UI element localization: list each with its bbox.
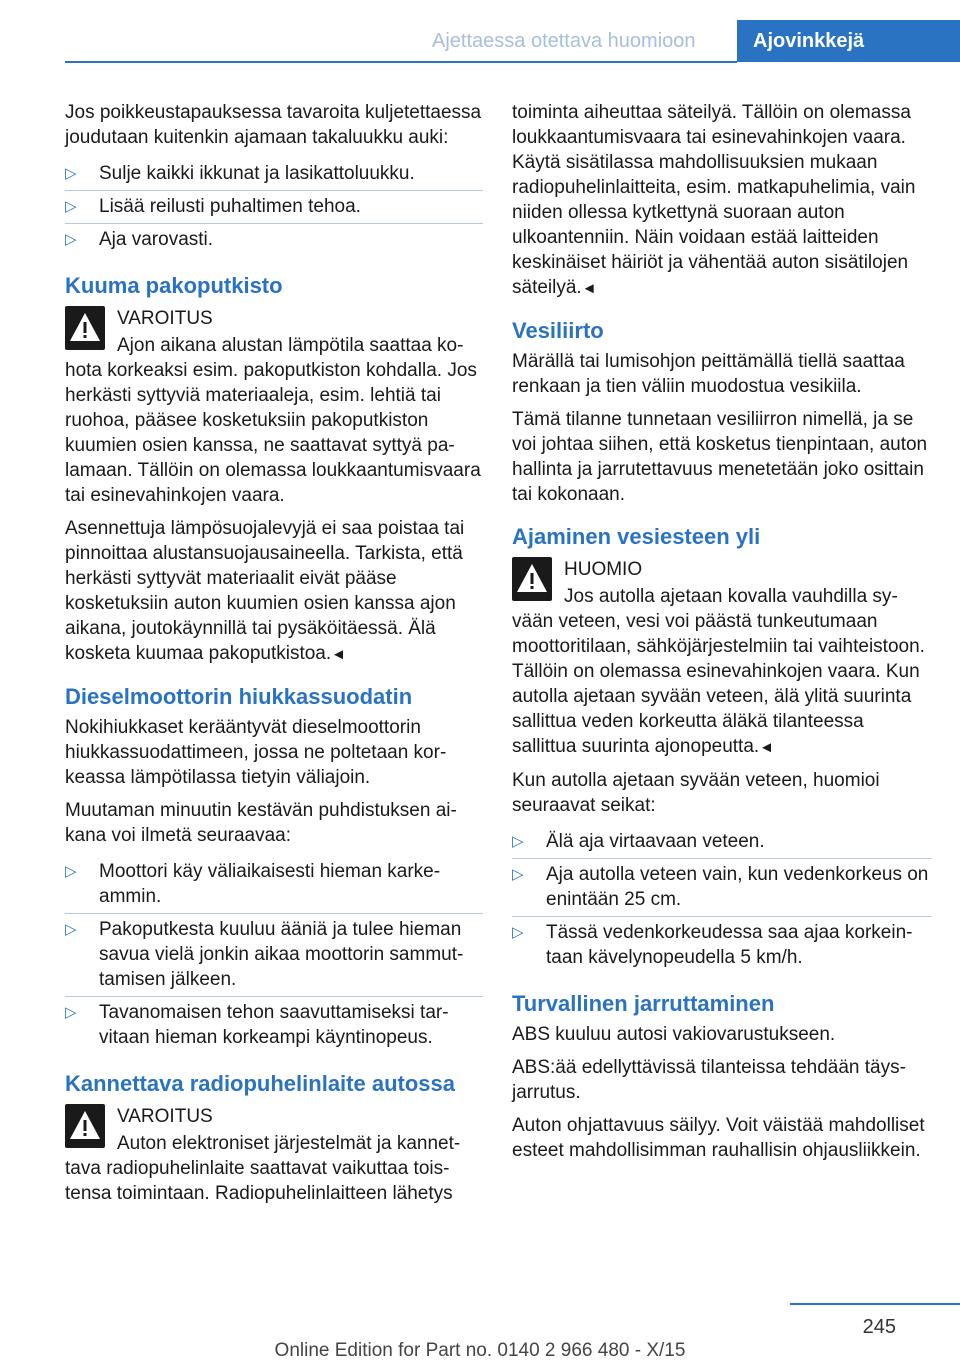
aqua-paragraph-2: Tämä tilanne tunnetaan vesiliirron nimellä, ja se voi johtaa siihen, että kosketus tienpintaan, auton hallinta ja jarrutettavuus menetetään joko osittain tai kokonaan. — [512, 409, 928, 505]
brake-paragraph-1: ABS kuuluu autosi vakiovarustukseen. — [512, 1024, 836, 1045]
bullet-arrow-icon: ▷ — [512, 866, 524, 883]
caution-box — [512, 557, 932, 760]
edition-footer: Online Edition for Part no. 0140 2 966 480 - X/15 — [274, 1340, 686, 1361]
brake-paragraph-3: Auton ohjattavuus säilyy. Voit väistää mahdolliset esteet mahdollisimman rauhallisin ohjausliikkein. — [512, 1115, 925, 1161]
water-paragraph: Kun autolla ajetaan syvään veteen, huomioi seuraavat seikat: — [512, 770, 880, 816]
page-number: 245 — [862, 1316, 896, 1338]
heading-radio-device: Kannettava radiopuhelinlaite autossa — [65, 1071, 455, 1096]
heading-hot-exhaust: Kuuma pakoputkisto — [65, 273, 283, 298]
caution-text: Jos autolla ajetaan kovalla vauhdilla syvään veteen, vesi voi päästä tunkeutumaan moottoritilaan, sähköjärjestelmiin tai vaihteistoon. Tällöin on olemassa esinevahinkojen vaara. Kun autolla ajetaan syvään veteen, älä ylitä suurinta sallittua veden korkeutta äläkä tilanteessa sallittua suurinta ajonopeutta.◄ — [512, 586, 925, 757]
exhaust-paragraph: Asennettuja lämpösuojalevyjä ei saa poistaa tai pinnoittaa alustansuojausaineella. Tarkista, että herkästi syttyvät materiaalit eivät pääse kosketuksiin auton kuumien osien kanssa ajon aikana, joutokäynnillä tai pysäköitäessä. Älä kosketa kuumaa pakoputkistoa.◄ — [65, 518, 465, 664]
header-rule — [65, 61, 737, 63]
list-item: ▷ Lisää reilusti puhaltimen tehoa. — [65, 191, 483, 224]
list-item: ▷ Älä aja virtaavaan veteen. — [512, 826, 932, 859]
aqua-paragraph-1: Märällä tai lumisohjon peittämällä tiellä saattaa renkaan ja tien väliin muodostua vesikiila. — [512, 351, 905, 397]
warning-box — [65, 306, 483, 508]
heading-diesel-filter: Dieselmoottorin hiukkassuodatin — [65, 684, 413, 709]
diesel-paragraph-1: Nokihiukkaset kerääntyvät dieselmoottorin hiukkassuodattimeen, jossa ne poltetaan korkeassa lämpötilassa tietyin väliajoin. — [65, 717, 447, 788]
list-item: ▷ Sulje kaikki ikkunat ja lasikattoluukku. — [65, 158, 483, 191]
bullet-arrow-icon: ▷ — [65, 921, 77, 938]
left-column — [65, 100, 483, 1214]
warning-title: VAROITUS — [117, 1106, 213, 1127]
heading-water-crossing: Ajaminen vesiesteen yli — [512, 524, 761, 549]
list-item: ▷ Aja varovasti. — [65, 229, 214, 250]
diesel-bullet-list — [65, 856, 483, 1054]
header-chapter-tab: Ajovinkkejä — [737, 20, 960, 62]
bullet-arrow-icon: ▷ — [65, 1004, 77, 1021]
heading-aquaplaning: Vesiliirto — [512, 318, 604, 343]
footer-rule — [790, 1303, 960, 1305]
warning-triangle-icon — [512, 557, 552, 601]
intro-bullet-list — [65, 158, 483, 256]
bullet-arrow-icon: ▷ — [65, 198, 77, 215]
warning-triangle-icon — [65, 306, 105, 350]
brake-paragraph-2: ABS:ää edellyttävissä tilanteissa tehdään täysjarrutus. — [512, 1057, 906, 1103]
radio-warning-continued: toiminta aiheuttaa säteilyä. Tällöin on olemassa loukkaantumisvaara tai esinevahinkojen vaara. Käytä sisätilassa mahdollisuuksien mukaan radiopuhelinlaitteita, esim. matkapuhelimia, vain niiden ollessa kytkettynä suoraan auton ulkoantenniin. Näin voidaan estää laitteiden keskinäiset häiriöt ja vähentää auton sisätilojen säteilyä.◄ — [512, 102, 916, 298]
warning-title: VAROITUS — [117, 308, 213, 329]
end-mark: ◄ — [759, 739, 775, 756]
warning-box — [65, 1104, 483, 1206]
warning-triangle-icon — [65, 1104, 105, 1148]
list-item: ▷ Tavanomaisen tehon saavuttamiseksi tarvitaan hieman korkeampi käyntinopeus. — [65, 1002, 449, 1048]
list-item: ▷ Moottori käy väliaikaisesti hieman karkeammin. — [65, 856, 483, 914]
list-item: ▷ Aja autolla veteen vain, kun vedenkorkeus on enintään 25 cm. — [512, 859, 932, 917]
right-column — [512, 100, 932, 1171]
water-bullet-list — [512, 826, 932, 974]
warning-text: Ajon aikana alustan lämpötila saattaa kohota korkeaksi esim. pakoputkiston kohdalla. Jos herkästi syttyviä materiaaleja, esim. lehtiä tai ruohoa, pääsee kosketuksiin pakoputkiston kuumien osien kanssa, ne saattavat syttyä palamaan. Tällöin on olemassa loukkaantumisvaara tai esinevahinkojen vaara. — [65, 335, 481, 506]
bullet-arrow-icon: ▷ — [512, 924, 524, 941]
bullet-arrow-icon: ▷ — [65, 165, 77, 182]
caution-title: HUOMIO — [564, 559, 643, 580]
bullet-arrow-icon: ▷ — [512, 833, 524, 850]
header-section-title: Ajettaessa otettava huomioon — [432, 30, 696, 52]
list-item: ▷ Tässä vedenkorkeudessa saa ajaa korkeintaan kävelynopeudella 5 km/h. — [512, 922, 913, 968]
bullet-arrow-icon: ▷ — [65, 863, 77, 880]
intro-paragraph: Jos poikkeustapauksessa tavaroita kuljetettaessa joudutaan kuitenkin ajamaan takaluukku auki: — [65, 102, 482, 148]
diesel-paragraph-2: Muutaman minuutin kestävän puhdistuksen aikana voi ilmetä seuraavaa: — [65, 800, 457, 846]
page-header — [0, 0, 960, 62]
heading-safe-braking: Turvallinen jarruttaminen — [512, 991, 775, 1016]
end-mark: ◄ — [581, 280, 597, 297]
warning-text: Auton elektroniset järjestelmät ja kannettava radiopuhelinlaite saattavat vaikuttaa toistensa toimintaan. Radiopuhelinlaitteen lähetys — [65, 1133, 461, 1204]
end-mark: ◄ — [331, 646, 347, 663]
list-item: ▷ Pakoputkesta kuuluu ääniä ja tulee hieman savua vielä jonkin aikaa moottorin sammuttamisen jälkeen. — [65, 914, 483, 997]
bullet-arrow-icon: ▷ — [65, 231, 77, 248]
